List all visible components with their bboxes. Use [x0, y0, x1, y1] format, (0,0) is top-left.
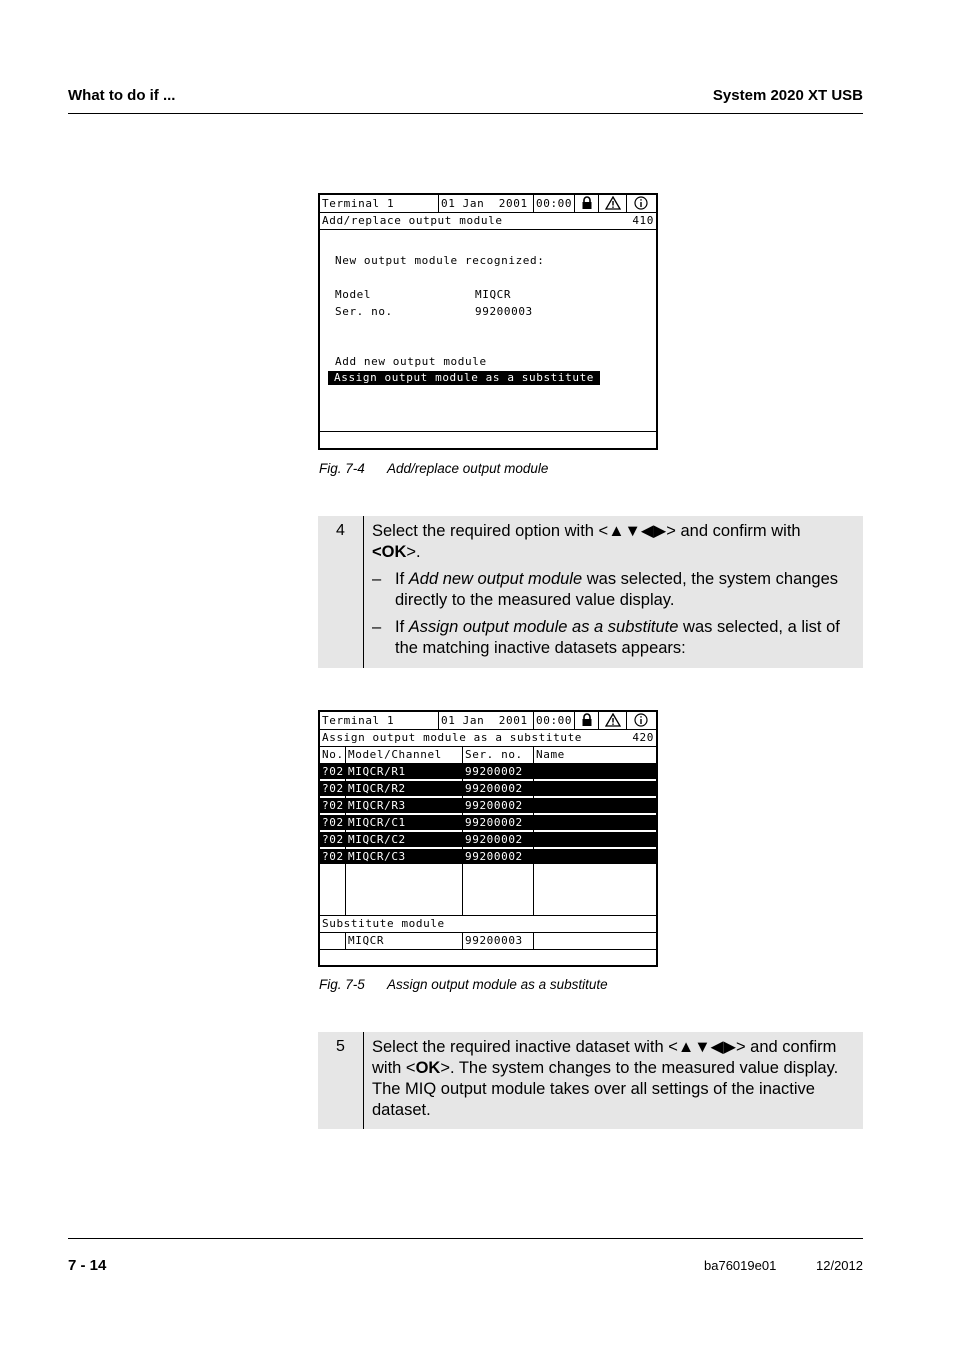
- screen-code: 420: [632, 731, 654, 744]
- ok-key: OK: [415, 1059, 441, 1077]
- table-row[interactable]: [320, 763, 656, 780]
- table-row[interactable]: [320, 797, 656, 814]
- substitute-label: Substitute module: [322, 917, 445, 930]
- cell-name: [534, 781, 658, 796]
- cell-model: MIQCR/R3: [346, 798, 463, 813]
- figure-caption-7-4: [319, 461, 548, 476]
- lcd-screen-add-replace: [318, 193, 658, 450]
- arrow-keys-icon: ▲▼◀▶: [677, 1038, 736, 1056]
- cell-no: ?02: [320, 764, 346, 779]
- cell-model: MIQCR/R1: [346, 764, 463, 779]
- column-header-model: Model/Channel: [348, 748, 442, 761]
- step-number: 5: [336, 1038, 345, 1055]
- screen-title: Add/replace output module: [322, 214, 503, 227]
- cell-model: MIQCR/R2: [346, 781, 463, 796]
- footer-rule: [68, 1238, 863, 1239]
- cell-serial: 99200002: [463, 832, 534, 847]
- step-main-text: Select the required inactive dataset with <▲▼◀▶> and confirm with <OK>. The system changes to the measured value display. The MIQ output module takes over all settings of the inactive dataset.: [372, 1038, 839, 1119]
- substitute-heading: [320, 915, 656, 932]
- cell-serial: 99200002: [463, 815, 534, 830]
- serial-label: Ser. no.: [335, 305, 393, 318]
- table-header-row: [320, 746, 656, 763]
- figure-number: Fig. 7-4: [319, 461, 365, 476]
- substitute-row: [320, 932, 656, 949]
- instruction-step-5: [318, 1032, 863, 1129]
- cell-serial: 99200002: [463, 764, 534, 779]
- cell-no: ?02: [320, 832, 346, 847]
- lcd-screen-assign-substitute: [318, 710, 658, 967]
- cell-no: ?02: [320, 815, 346, 830]
- model-value: MIQCR: [475, 288, 512, 301]
- column-header-serial: Ser. no.: [465, 748, 523, 761]
- step-main-text: Select the required option with <▲▼◀▶> and confirm with <OK>.: [372, 522, 801, 561]
- cell-serial: 99200002: [463, 849, 534, 864]
- cell-name: [534, 849, 658, 864]
- header-rule: [68, 113, 863, 114]
- lcd-heading: [320, 729, 656, 746]
- table-row[interactable]: [320, 831, 656, 848]
- cell-model: MIQCR/C2: [346, 832, 463, 847]
- cell-serial: 99200002: [463, 798, 534, 813]
- step-number: 4: [336, 522, 345, 539]
- cell-name: [534, 764, 658, 779]
- cell-serial: 99200002: [463, 781, 534, 796]
- cell-name: [534, 798, 658, 813]
- table-row[interactable]: [320, 780, 656, 797]
- cell-no: ?02: [320, 798, 346, 813]
- model-label: Model: [335, 288, 372, 301]
- option-add-new[interactable]: Add new output module: [335, 355, 487, 368]
- cell-no: ?02: [320, 781, 346, 796]
- bullet-add-new: – If Add new output module was selected, the system changes directly to the measured value display.: [372, 569, 853, 611]
- document-date: 12/2012: [816, 1258, 863, 1273]
- lcd-status-bar: [320, 432, 656, 449]
- ok-key: OK: [381, 543, 407, 561]
- column-header-name: Name: [536, 748, 565, 761]
- table-row[interactable]: [320, 848, 656, 865]
- option-assign-substitute[interactable]: Assign output module as a substitute: [328, 371, 600, 385]
- figure-title: Assign output module as a substitute: [387, 977, 608, 992]
- lcd-status-bar: [320, 949, 656, 966]
- serial-value: 99200003: [475, 305, 533, 318]
- lcd-title-bar: [320, 712, 656, 729]
- table-row[interactable]: [320, 814, 656, 831]
- instruction-step-4: [318, 516, 863, 668]
- page-number: 7 - 14: [68, 1257, 107, 1274]
- time-display: 00:00: [536, 197, 573, 210]
- cell-name: [534, 815, 658, 830]
- document-id: ba76019e01: [704, 1258, 777, 1273]
- date-display: 01 Jan 2001: [441, 714, 528, 727]
- lcd-heading: [320, 212, 656, 229]
- running-header-left: What to do if ...: [68, 87, 176, 104]
- substitute-model: MIQCR: [348, 934, 385, 947]
- date-display: 01 Jan 2001: [441, 197, 528, 210]
- arrow-keys-icon: ▲▼◀▶: [608, 522, 667, 540]
- bullet-assign-substitute: – If Assign output module as a substitute was selected, a list of the matching inactive datasets appears:: [372, 617, 853, 659]
- time-display: 00:00: [536, 714, 573, 727]
- lcd-title-bar: [320, 195, 656, 212]
- cell-model: MIQCR/C1: [346, 815, 463, 830]
- column-header-no: No.: [322, 748, 344, 761]
- screen-title: Assign output module as a substitute: [322, 731, 583, 744]
- running-header-right: System 2020 XT USB: [712, 87, 863, 104]
- figure-title: Add/replace output module: [387, 461, 549, 476]
- figure-number: Fig. 7-5: [319, 977, 365, 992]
- recognized-message: New output module recognized:: [335, 254, 545, 267]
- cell-no: ?02: [320, 849, 346, 864]
- terminal-label: Terminal 1: [322, 197, 395, 210]
- figure-caption-7-5: [319, 977, 608, 992]
- terminal-label: Terminal 1: [322, 714, 395, 727]
- cell-name: [534, 832, 658, 847]
- screen-code: 410: [632, 214, 654, 227]
- cell-model: MIQCR/C3: [346, 849, 463, 864]
- substitute-serial: 99200003: [465, 934, 523, 947]
